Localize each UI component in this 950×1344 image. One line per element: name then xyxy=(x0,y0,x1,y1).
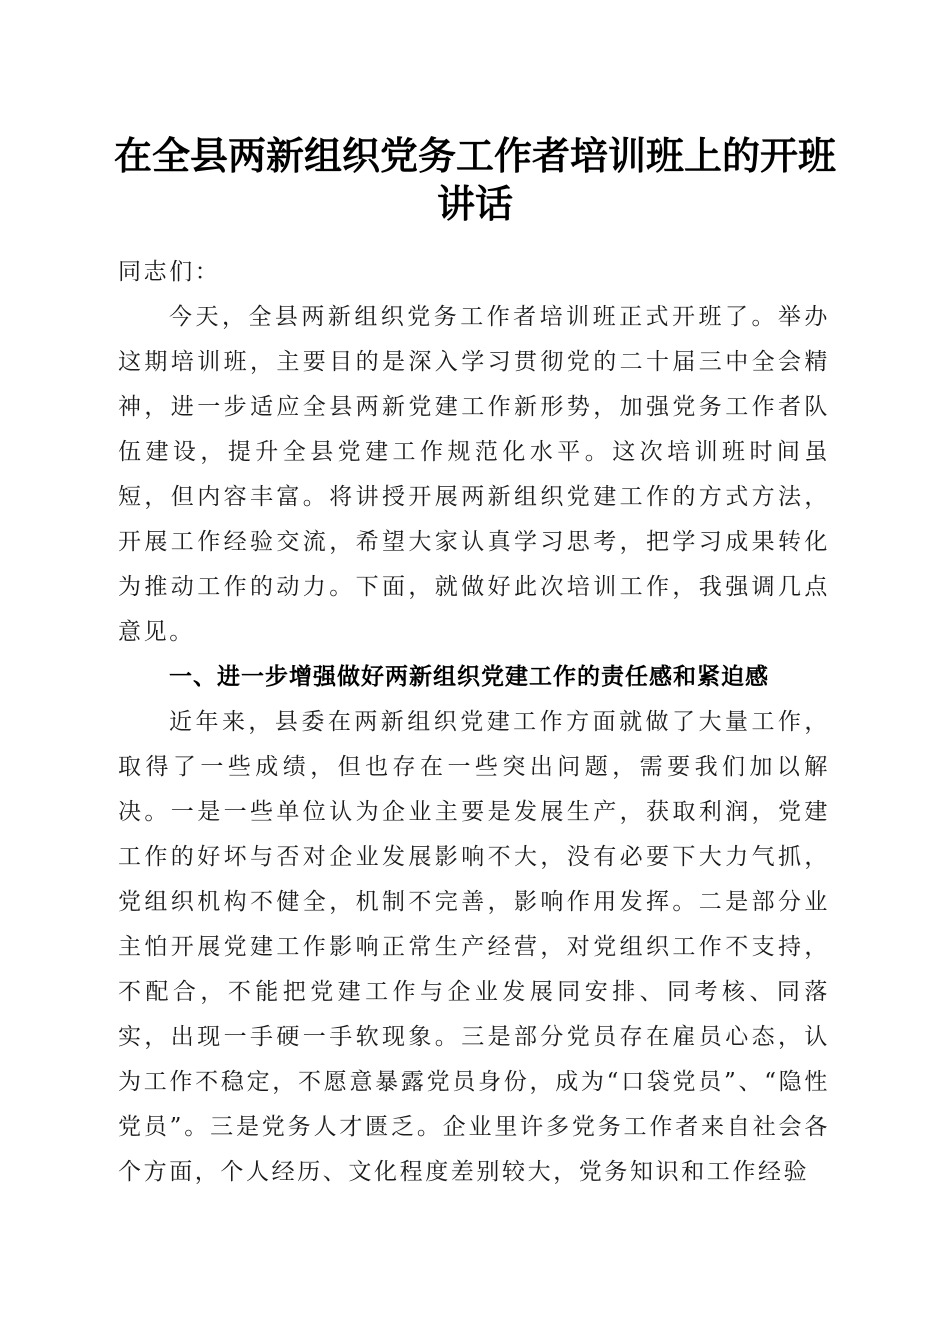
section-heading: 一、进一步增强做好两新组织党建工作的责任感和紧迫感 xyxy=(169,664,769,690)
section-paragraph: 近年来，县委在两新组织党建工作方面就做了大量工作，取得了一些成绩，但也存在一些突出问题，需要我们加以解决。一是一些单位认为企业主要是发展生产，获取利润，党建工作的好坏与否对企业发展影响不大，没有必要下大力气抓，党组织机构不健全，机制不完善，影响作用发挥。二是部分业主怕开展党建工作影响正常生产经营，对党组织工作不支持，不配合，不能把党建工作与企业发展同安排、同考核、同落实，出现一手硬一手软现象。三是部分党员存在雇员心态，认为工作不稳定，不愿意暴露党员身份，成为“口袋党员”、“隐性党员”。三是党务人才匮乏。企业里许多党务工作者来自社会各个方面，个人经历、文化程度差别较大，党务知识和工作经验 xyxy=(118,709,830,1185)
salutation: 同志们： xyxy=(118,259,221,285)
opening-paragraph: 今天，全县两新组织党务工作者培训班正式开班了。举办这期培训班，主要目的是深入学习贯彻党的二十届三中全会精神，进一步适应全县两新党建工作新形势，加强党务工作者队伍建设，提升全县党建工作规范化水平。这次培训班时间虽短，但内容丰富。将讲授开展两新组织党建工作的方式方法，开展工作经验交流，希望大家认真学习思考，把学习成果转化为推动工作的动力。下面，就做好此次培训工作，我强调几点意见。 xyxy=(118,304,830,645)
document-body xyxy=(118,250,830,1195)
document-title: 在全县两新组织党务工作者培训班上的开班讲话 xyxy=(113,133,836,226)
